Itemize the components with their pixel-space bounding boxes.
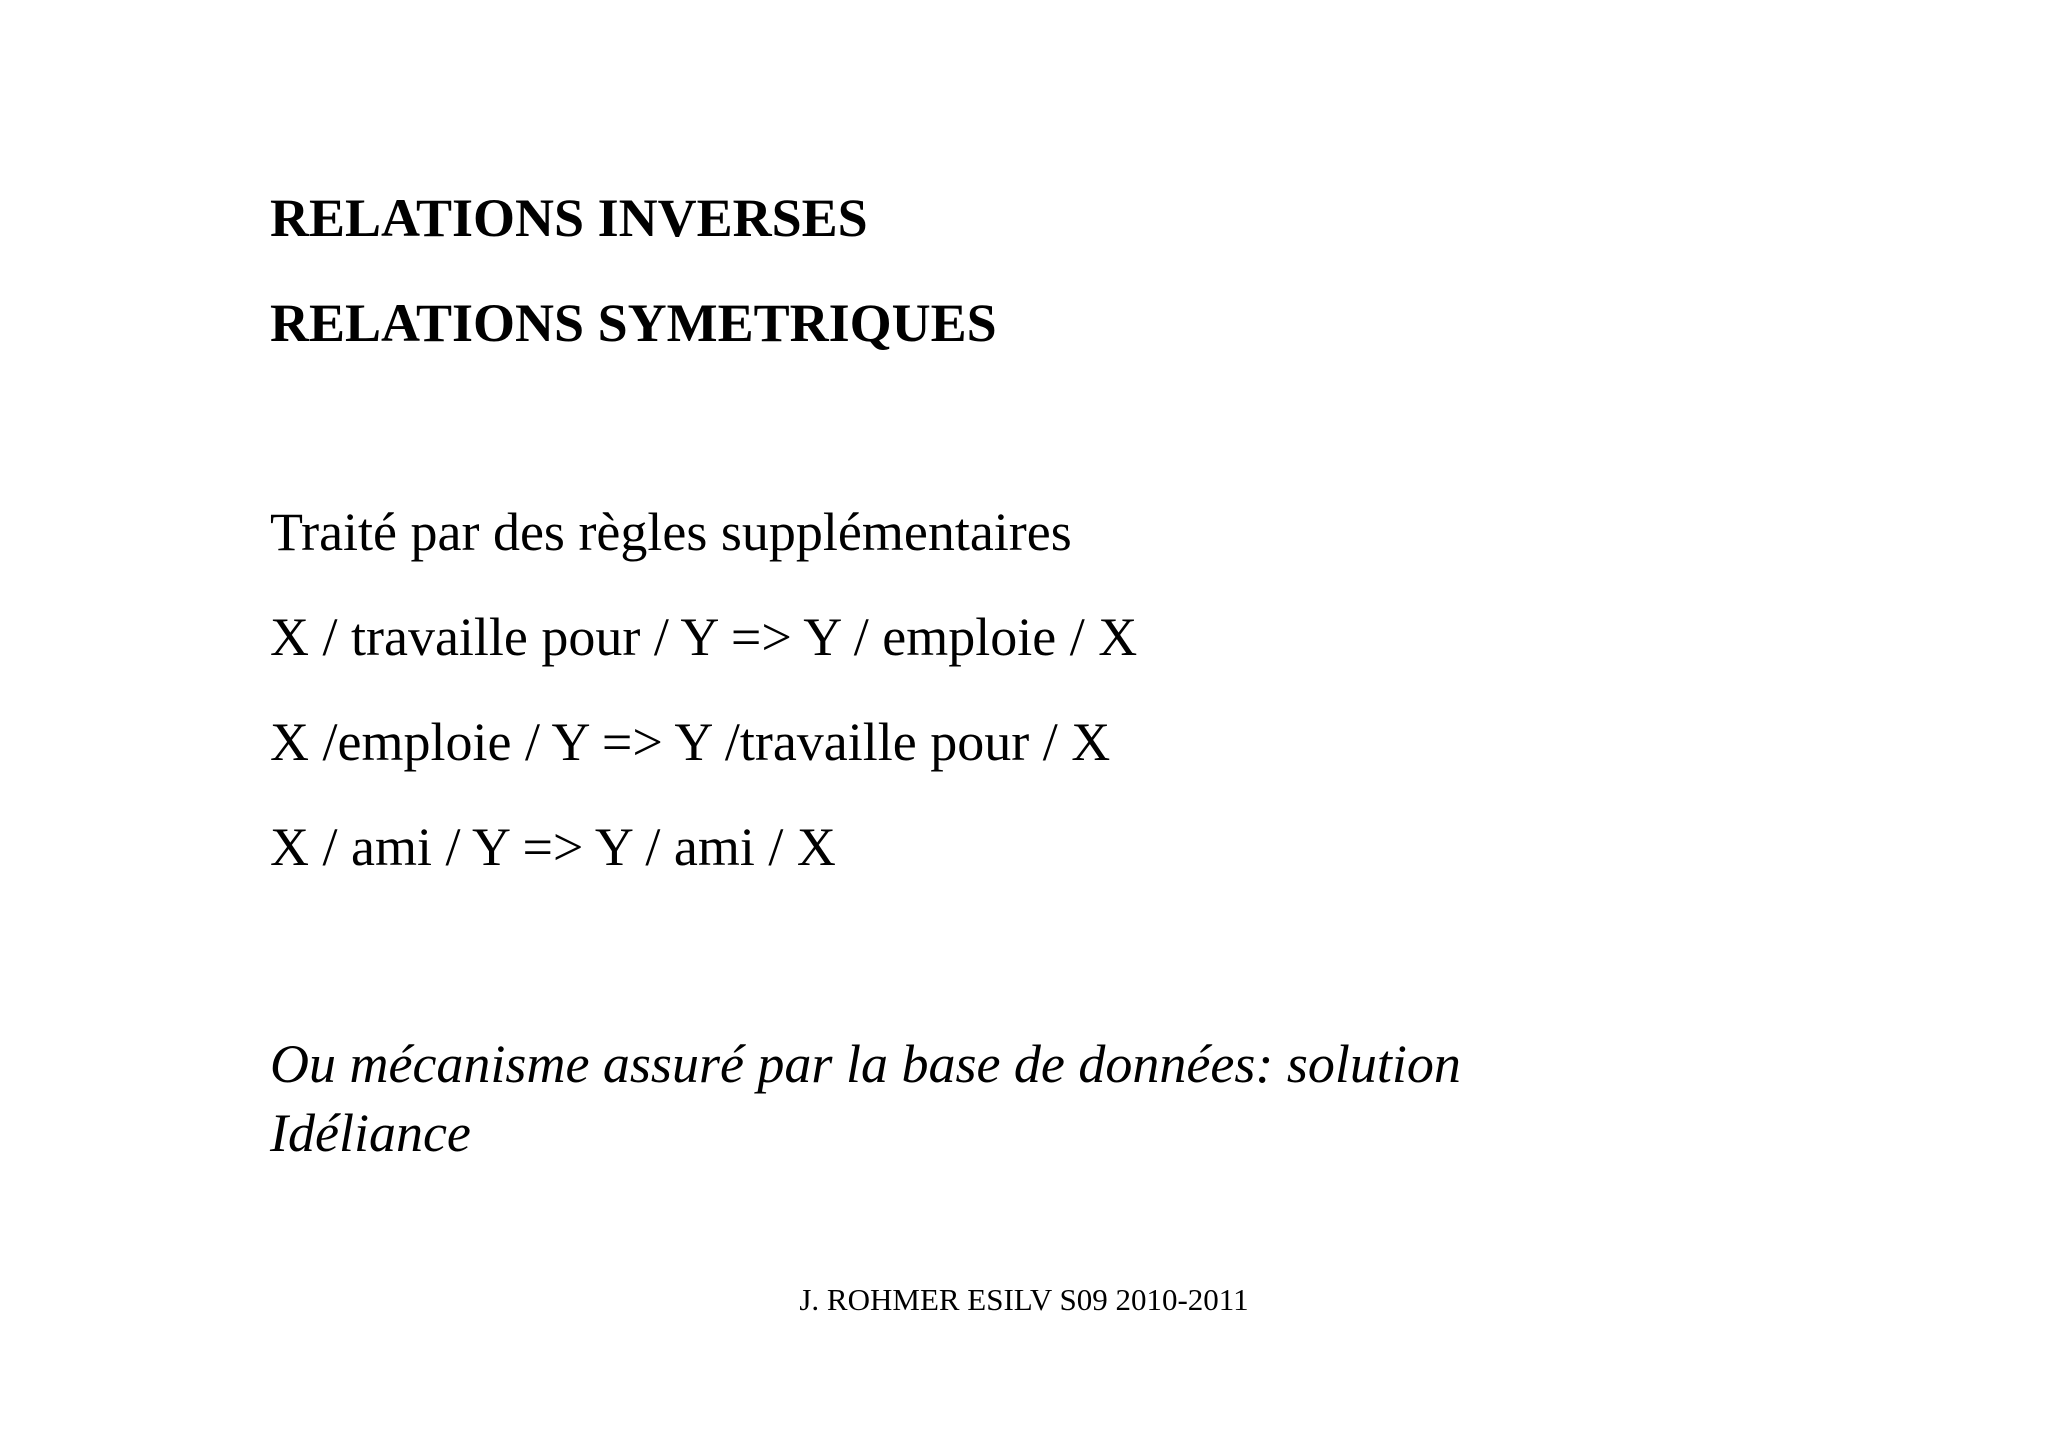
note-line-1: Ou mécanisme assuré par la base de données: solution xyxy=(270,1034,1461,1094)
rule-travaille-pour: X / travaille pour / Y => Y / emploie / X xyxy=(270,607,1138,667)
heading-relations-symetriques: RELATIONS SYMETRIQUES xyxy=(270,293,997,353)
rules-intro-text: Traité par des règles supplémentaires xyxy=(270,502,1072,562)
footer-author: J. ROHMER ESILV S09 2010-2011 xyxy=(799,1282,1249,1317)
heading-relations-inverses: RELATIONS INVERSES xyxy=(270,188,868,248)
database-mechanism-note xyxy=(270,1030,1770,1168)
rule-emploie: X /emploie / Y => Y /travaille pour / X xyxy=(270,712,1111,772)
note-line-2: Idéliance xyxy=(270,1103,471,1163)
rule-ami: X / ami / Y => Y / ami / X xyxy=(270,817,836,877)
